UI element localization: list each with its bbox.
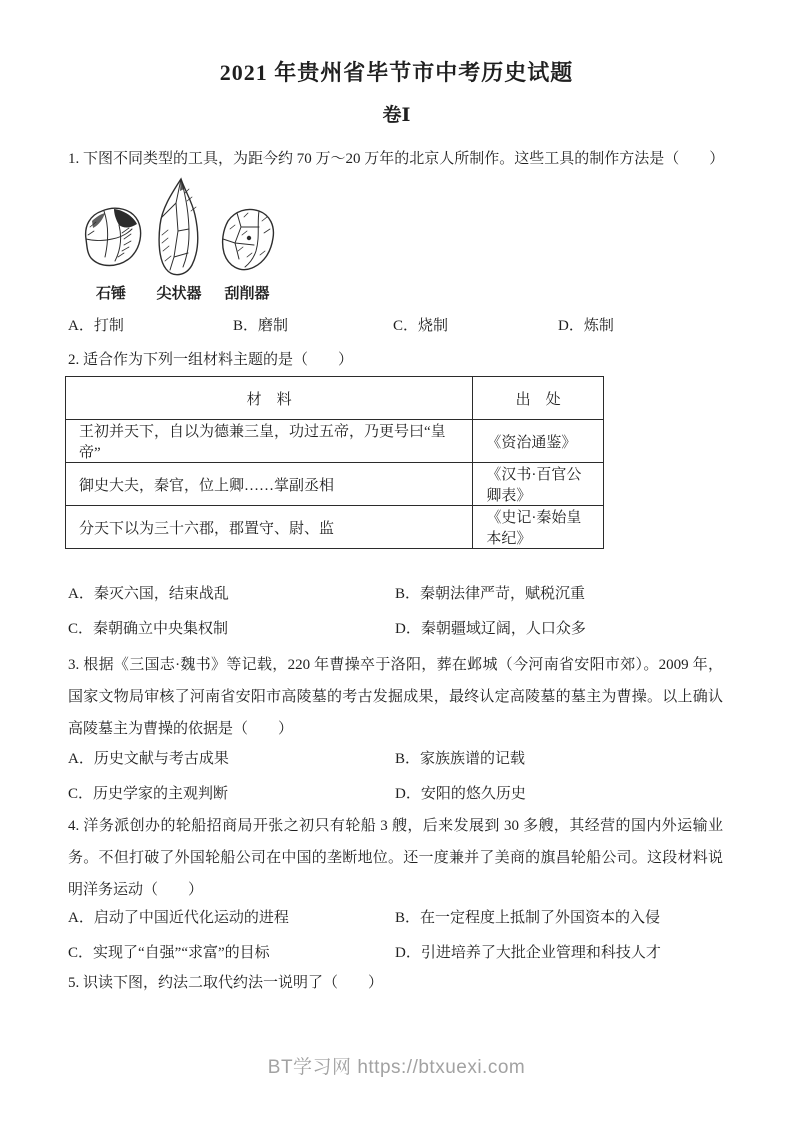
scraper-illustration <box>214 177 280 282</box>
table-row <box>66 463 604 506</box>
table-row <box>66 506 604 549</box>
material-cell: 御史大夫，秦官，位上卿……掌副丞相 <box>66 463 473 506</box>
table-header-material: 材 料 <box>66 377 473 420</box>
q2-option-d: D．秦朝疆域辽阔，人口众多 <box>395 621 586 637</box>
q1-option-a: A．打制 <box>68 318 124 334</box>
q1-option-b: B．磨制 <box>233 318 289 334</box>
pointed-tool-figure <box>149 177 209 304</box>
stone-hammer-label: 石锤 <box>95 286 126 302</box>
question-2-table <box>65 376 604 549</box>
q4-option-c: C．实现了“自强”“求富”的目标 <box>68 945 270 961</box>
exam-content <box>68 147 723 995</box>
table-header-source: 出 处 <box>473 377 604 420</box>
scraper-label: 刮削器 <box>224 286 270 302</box>
table-header-row <box>66 377 604 420</box>
page-title: 2021 年贵州省毕节市中考历史试题 <box>219 60 574 85</box>
q2-option-c: C．秦朝确立中央集权制 <box>68 621 229 637</box>
q3-option-b: B．家族族谱的记载 <box>395 751 526 767</box>
q1-option-d: D．炼制 <box>558 318 614 334</box>
site-link[interactable]: BT学习网 https://btxuexi.com <box>267 1057 526 1078</box>
stone-hammer-figure <box>78 177 144 304</box>
site-watermark <box>0 1052 793 1079</box>
question-3-options <box>68 749 723 804</box>
source-cell: 《资治通鉴》 <box>473 420 604 463</box>
q3-option-a: A．历史文献与考古成果 <box>68 751 229 767</box>
q1-option-c: C．烧制 <box>393 318 449 334</box>
stone-hammer-illustration <box>78 177 144 282</box>
q4-option-b: B．在一定程度上抵制了外国资本的入侵 <box>395 910 661 926</box>
question-1-options <box>68 316 723 336</box>
q2-option-a: A．秦灭六国，结束战乱 <box>68 586 229 602</box>
q3-option-d: D．安阳的悠久历史 <box>395 786 526 802</box>
q4-option-a: A．启动了中国近代化运动的进程 <box>68 910 289 926</box>
material-cell: 王初并天下，自以为德兼三皇，功过五帝，乃更号曰“皇帝” <box>66 420 473 463</box>
pointed-tool-illustration <box>149 177 209 282</box>
question-1-figure <box>78 177 308 304</box>
q2-option-b: B．秦朝法律严苛，赋税沉重 <box>395 586 586 602</box>
pointed-tool-label: 尖状器 <box>156 286 202 302</box>
source-cell: 《汉书·百官公卿表》 <box>473 463 604 506</box>
material-cell: 分天下以为三十六郡，郡置守、尉、监 <box>66 506 473 549</box>
section-label: 卷Ⅰ <box>382 105 411 126</box>
question-2-stem: 2. 适合作为下列一组材料主题的是（ ） <box>68 352 354 368</box>
question-5-stem: 5. 识读下图，约法二取代约法一说明了（ ） <box>68 975 384 991</box>
question-1-stem: 1. 下图不同类型的工具，为距今约 70 万～20 万年的北京人所制作。这些工具的制作方法是（ ） <box>68 151 725 167</box>
question-3-stem: 3. 根据《三国志·魏书》等记载，220 年曹操卒于洛阳，葬在邺城（今河南省安阳市郊）。2009 年，国家文物局审核了河南省安阳市高陵墓的考古发掘成果，最终认定高陵墓的墓主为曹操。以上确认高陵墓主为曹操的依据是（ ） <box>68 657 723 737</box>
scraper-figure <box>214 177 280 304</box>
question-4-stem: 4. 洋务派创办的轮船招商局开张之初只有轮船 3 艘，后来发展到 30 多艘，其经营的国内外运输业务。不但打破了外国轮船公司在中国的垄断地位。还一度兼并了美商的旗昌轮船公司。这段材料说明洋务运动（ ） <box>68 818 723 898</box>
source-cell: 《史记·秦始皇本纪》 <box>473 506 604 549</box>
table-row <box>66 420 604 463</box>
q3-option-c: C．历史学家的主观判断 <box>68 786 229 802</box>
q4-option-d: D．引进培养了大批企业管理和科技人才 <box>395 945 661 961</box>
question-2-options <box>68 584 723 639</box>
question-4-options <box>68 908 723 963</box>
